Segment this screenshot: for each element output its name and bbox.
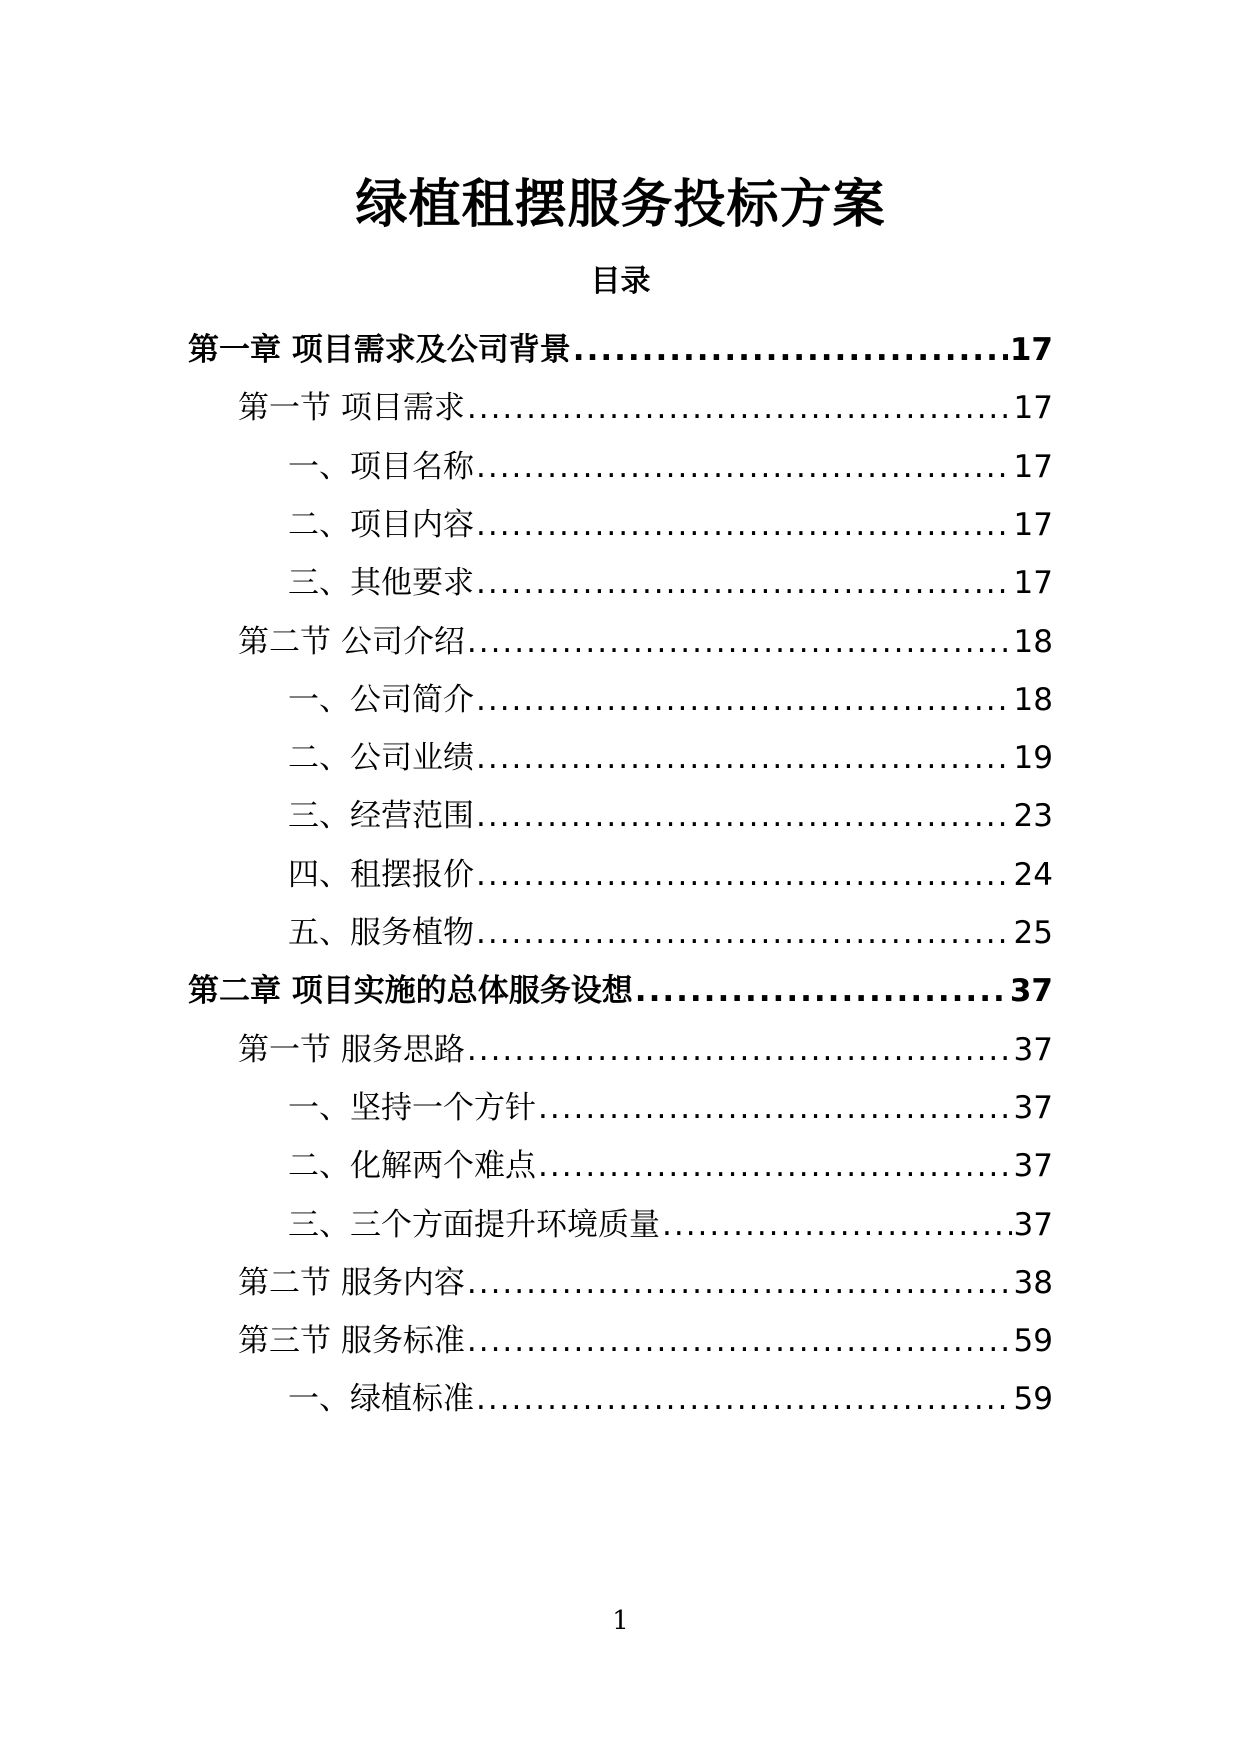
toc-entry[interactable] xyxy=(238,1316,1053,1366)
toc-dot-leader xyxy=(538,1141,1012,1191)
toc-entry[interactable] xyxy=(238,1258,1053,1308)
toc-dot-leader xyxy=(467,383,1012,433)
toc-entry-label: 一、公司简介 xyxy=(288,681,474,718)
toc-dot-leader xyxy=(662,1200,1012,1250)
toc-entry[interactable] xyxy=(288,850,1053,900)
toc-dot-leader xyxy=(476,675,1012,725)
toc-entry-page: 18 xyxy=(1013,623,1053,660)
toc-entry[interactable] xyxy=(238,617,1053,667)
toc-entry-page: 17 xyxy=(1013,565,1053,602)
toc-entry-page: 38 xyxy=(1013,1264,1053,1301)
toc-dot-leader xyxy=(635,966,1008,1016)
toc-entry[interactable] xyxy=(238,1025,1053,1075)
toc-entry[interactable] xyxy=(188,325,1053,375)
toc-entry-page: 37 xyxy=(1009,973,1053,1010)
toc-entry-label: 第一节 项目需求 xyxy=(238,390,465,427)
toc-dot-leader xyxy=(476,558,1012,608)
toc-entry[interactable] xyxy=(238,383,1053,433)
toc-entry-label: 第一节 服务思路 xyxy=(238,1031,465,1068)
toc-entry-label: 一、绿植标准 xyxy=(288,1381,474,1418)
toc-entry-label: 四、租摆报价 xyxy=(288,856,474,893)
toc-dot-leader xyxy=(538,1083,1012,1133)
toc-entry-label: 二、项目内容 xyxy=(288,506,474,543)
toc-dot-leader xyxy=(467,1316,1012,1366)
toc-dot-leader xyxy=(476,908,1012,958)
toc-dot-leader xyxy=(476,1374,1012,1424)
toc-entry[interactable] xyxy=(288,500,1053,550)
toc-dot-leader xyxy=(476,733,1012,783)
toc-entry-label: 二、公司业绩 xyxy=(288,740,474,777)
toc-dot-leader xyxy=(476,442,1012,492)
toc-entry-page: 24 xyxy=(1013,856,1053,893)
toc-dot-leader xyxy=(476,791,1012,841)
toc-entry-page: 59 xyxy=(1013,1323,1053,1360)
toc-entry-label: 二、化解两个难点 xyxy=(288,1148,536,1185)
toc-entry[interactable] xyxy=(288,675,1053,725)
toc-entry-label: 三、经营范围 xyxy=(288,798,474,835)
toc-entry-page: 23 xyxy=(1013,798,1053,835)
toc-entry[interactable] xyxy=(288,1200,1053,1250)
toc-entry-page: 17 xyxy=(1013,390,1053,427)
toc-dot-leader xyxy=(467,1258,1012,1308)
toc-dot-leader xyxy=(467,1025,1012,1075)
toc-entry-label: 三、其他要求 xyxy=(288,565,474,602)
toc-entry-page: 19 xyxy=(1013,740,1053,777)
toc-entry-page: 59 xyxy=(1013,1381,1053,1418)
toc-entry-page: 37 xyxy=(1013,1148,1053,1185)
toc-entry-label: 第三节 服务标准 xyxy=(238,1323,465,1360)
toc-dot-leader xyxy=(573,325,1008,375)
toc-entry-label: 一、项目名称 xyxy=(288,448,474,485)
toc-dot-leader xyxy=(476,850,1012,900)
toc-dot-leader xyxy=(467,617,1012,667)
toc-entry-page: 17 xyxy=(1009,332,1053,368)
toc-entry-page: 18 xyxy=(1013,681,1053,718)
toc-entry[interactable] xyxy=(288,1083,1053,1133)
toc-entry-page: 17 xyxy=(1013,448,1053,485)
toc-entry-label: 第一章 项目需求及公司背景 xyxy=(188,332,571,368)
toc-entry-page: 37 xyxy=(1013,1031,1053,1068)
toc-entry-page: 37 xyxy=(1013,1206,1053,1243)
toc-entry-label: 第二章 项目实施的总体服务设想 xyxy=(188,973,633,1010)
document-title: 绿植租摆服务投标方案 xyxy=(355,175,886,235)
toc-entry[interactable] xyxy=(188,966,1053,1016)
toc-entry[interactable] xyxy=(288,1374,1053,1424)
toc-entry-label: 第二节 服务内容 xyxy=(238,1264,465,1301)
toc-entry-page: 25 xyxy=(1013,915,1053,951)
toc-entry-label: 第二节 公司介绍 xyxy=(238,623,465,660)
toc-dot-leader xyxy=(476,500,1012,550)
toc-entry[interactable] xyxy=(288,733,1053,783)
toc-entry[interactable] xyxy=(288,791,1053,841)
toc-entry-page: 37 xyxy=(1013,1089,1053,1126)
toc-entry[interactable] xyxy=(288,442,1053,492)
toc-entry-label: 一、坚持一个方针 xyxy=(288,1089,536,1126)
toc-entry[interactable] xyxy=(288,1141,1053,1191)
toc-entry[interactable] xyxy=(288,908,1053,958)
toc-entry-label: 三、三个方面提升环境质量 xyxy=(288,1206,660,1243)
page-number: 1 xyxy=(612,1606,629,1636)
toc-heading: 目录 xyxy=(590,264,651,299)
toc-entry-label: 五、服务植物 xyxy=(288,915,474,951)
toc-entry-page: 17 xyxy=(1013,506,1053,543)
toc-entry[interactable] xyxy=(288,558,1053,608)
